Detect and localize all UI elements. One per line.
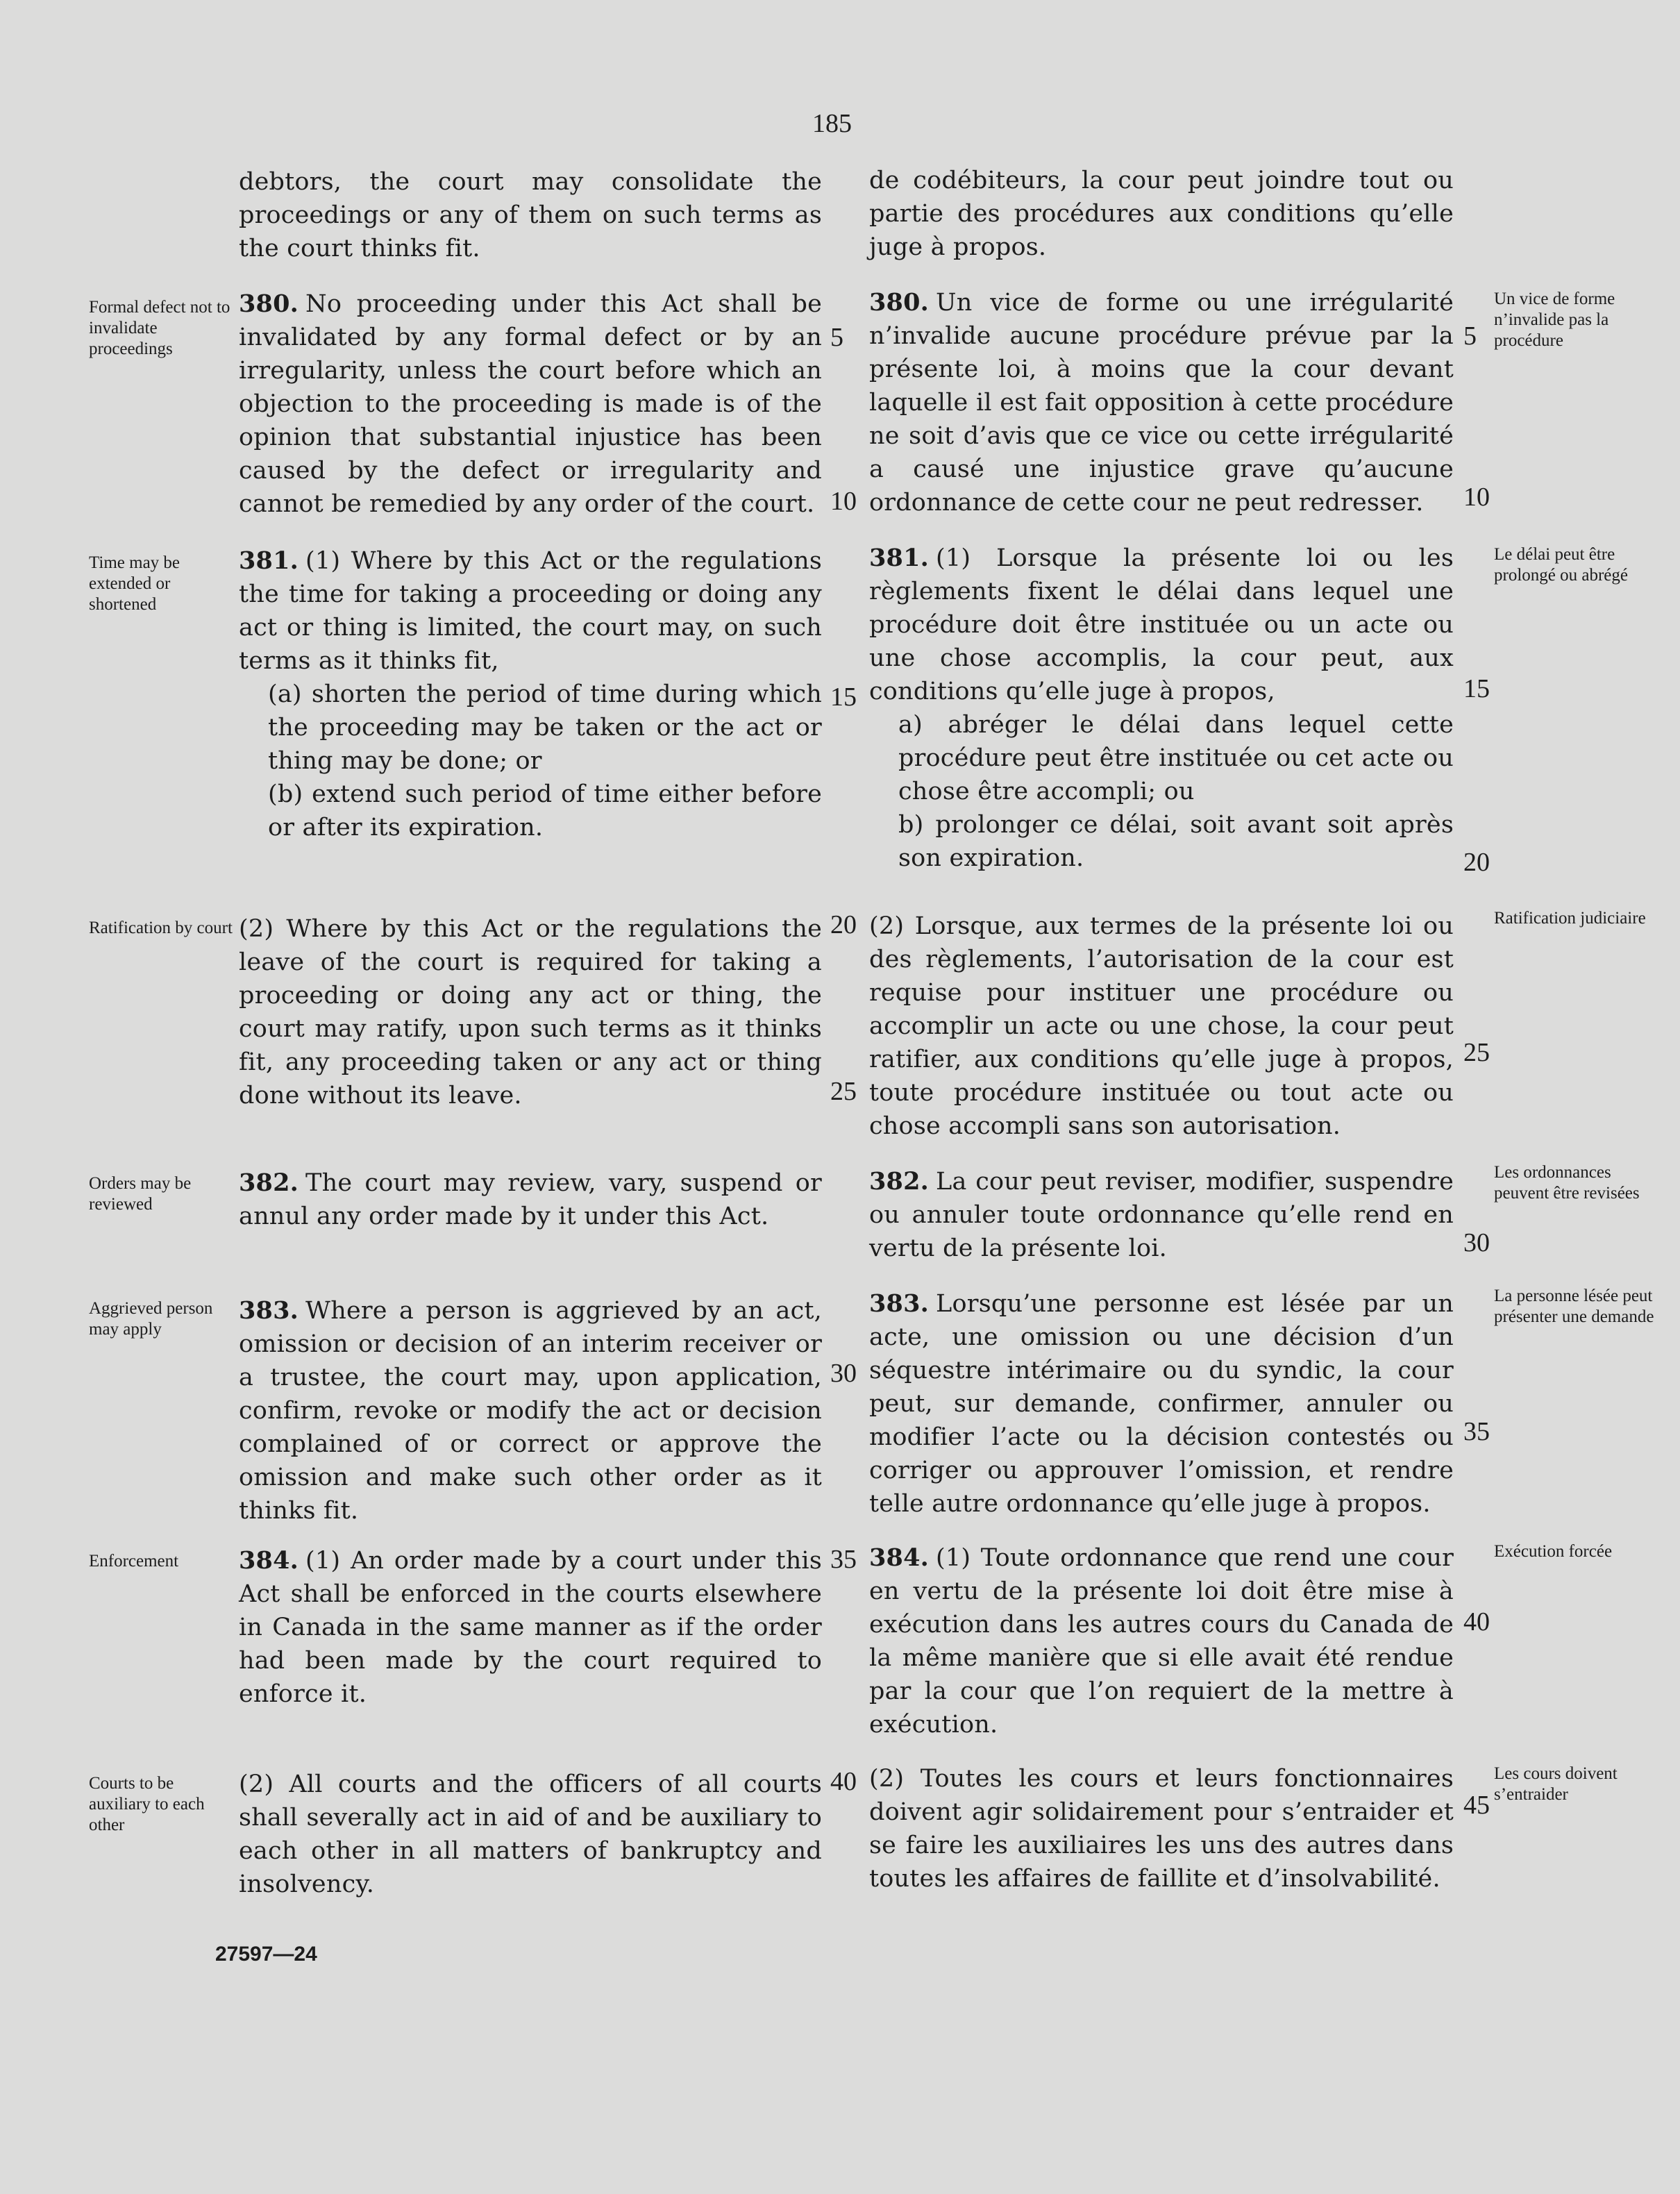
line-number: 40 (830, 1767, 857, 1796)
section-number: 384. (239, 1546, 299, 1575)
marginal-note-381-2-fr: Ratification judiciaire (1494, 909, 1646, 928)
marginal-note-380-fr: Un vice de forme n’invalide pas la procédure (1494, 290, 1615, 350)
section-text: The court may review, vary, suspend or annul any order made by it under this Act. (239, 1169, 822, 1230)
section-number: 383. (869, 1289, 930, 1318)
marginal-note-381-fr: Le délai peut être prolongé ou abrégé (1494, 545, 1628, 585)
subsection-text: (2) Toutes les cours et leurs fonctionnaires doivent agir solidairement pour s’entraider et se faire les auxiliaires les uns des autres dans toutes les affaires de faillite et d’insolvabilité. (869, 1765, 1454, 1893)
section-number: 381. (869, 544, 930, 572)
section-text: La cour peut reviser, modifier, suspendre ou annuler toute ordonnance qu’elle rend en vertu de la présente loi. (869, 1168, 1454, 1262)
english-column (239, 165, 822, 265)
section-380-fr (869, 286, 1454, 519)
line-number: 10 (830, 487, 857, 516)
line-number: 25 (1463, 1038, 1490, 1067)
line-number: 15 (1463, 674, 1490, 703)
section-382-en (239, 1166, 822, 1233)
section-text: Where a person is aggrieved by an act, omission or decision of an interim receiver or a trustee, the court may, upon application, confirm, revoke or modify the act or decision complained of or correct or approve the omission and make such other order as it thinks fit. (239, 1297, 822, 1525)
line-number: 30 (1463, 1228, 1490, 1257)
subsection-text: (2) Where by this Act or the regulations the leave of the court is required for taking a proceeding or doing any act or thing, the court may ratify, upon such terms as it thinks fit, any proceeding taken or any act or thing done without its leave. (239, 915, 822, 1109)
marginal-note-383-fr: La personne lésée peut présenter une demande (1494, 1287, 1654, 1326)
line-number: 15 (830, 683, 857, 712)
line-number: 30 (830, 1359, 857, 1388)
section-381-1-fr (869, 542, 1454, 875)
section-text: Lorsqu’une personne est lésée par un acte, une omission ou une décision d’un séquestre intérimaire ou du syndic, la cour peut, sur demande, confirmer, annuler ou modifier l’acte ou la décision contestés ou corriger ou approuver l’omission, et rendre telle autre ordonnance qu’elle juge à propos. (869, 1290, 1454, 1518)
marginal-note-384-fr: Exécution forcée (1494, 1542, 1613, 1561)
section-text: (1) Lorsque la présente loi ou les règlements fixent le délai dans lequel une procédure doit être instituée ou un acte ou une chose accomplis, la cour peut, aux conditions qu’elle juge à propos, (869, 544, 1454, 705)
section-384-2-en (239, 1768, 822, 1901)
section-number: 382. (239, 1169, 299, 1197)
line-number: 10 (1463, 483, 1490, 512)
section-381-2-fr (869, 910, 1454, 1143)
section-number: 380. (239, 290, 299, 318)
section-380-en (239, 287, 822, 521)
marginal-note-381-en: Time may be extended or shortened (89, 553, 180, 614)
continuation-paragraph-en: debtors, the court may consolidate the proceedings or any of them on such terms as the court thinks fit. (239, 168, 822, 262)
section-text: (1) Where by this Act or the regulations the time for taking a proceeding or doing any act or thing is limited, the court may, on such terms as it thinks fit, (239, 547, 822, 675)
section-text: Un vice de forme ou une irrégularité n’invalide aucune procédure prévue par la présente loi, à moins que la cour devant laquelle il est fait opposition à cette procédure ne soit d’avis que ce vice ou cette irrégularité a causé une injustice grave qu’aucune ordonnance de cette cour ne peut redresser. (869, 289, 1454, 517)
line-number: 20 (1463, 848, 1490, 877)
line-number: 5 (830, 323, 843, 352)
section-382-fr (869, 1165, 1454, 1265)
section-text: No proceeding under this Act shall be invalidated by any formal defect or by an irregularity, unless the court before which an objection to the proceeding is made is of the opinion that substantial injustice has been caused by the defect or irregularity and cannot be remedied by any order of the court. (239, 290, 822, 518)
paragraph-a-en: (a) shorten the period of time during which the proceeding may be taken or the act or thing may be done; or (268, 680, 822, 775)
line-number: 35 (1463, 1417, 1490, 1446)
section-text: (1) An order made by a court under this Act shall be enforced in the courts elsewhere in Canada in the same manner as if the order had been made by the court required to enforce it. (239, 1547, 822, 1708)
marginal-note-380-en: Formal defect not to invalidate proceedings (89, 298, 230, 358)
section-number: 384. (869, 1543, 930, 1572)
line-number: 35 (830, 1545, 857, 1574)
section-381-1-en (239, 544, 822, 844)
french-column (869, 164, 1454, 264)
line-number: 45 (1463, 1791, 1490, 1820)
section-text: (1) Toute ordonnance que rend une cour en vertu de la présente loi doit être mise à exécution dans les autres cours du Canada de la même manière que si elle avait été rendue par la cour que l’on requiert de la mettre à exécution. (869, 1544, 1454, 1739)
paragraph-a-fr: a) abréger le délai dans lequel cette procédure peut être instituée ou cet acte ou chose être accompli; ou (898, 711, 1454, 805)
footer-code: 27597—24 (215, 1943, 317, 1966)
line-number: 5 (1463, 321, 1477, 351)
marginal-note-384-en: Enforcement (89, 1552, 179, 1571)
section-number: 383. (239, 1296, 299, 1325)
section-number: 381. (239, 546, 299, 575)
section-384-1-en (239, 1544, 822, 1711)
continuation-paragraph-fr: de codébiteurs, la cour peut joindre tout ou partie des procédures aux conditions qu’elle juge à propos. (869, 167, 1454, 261)
line-number: 20 (830, 910, 857, 939)
section-384-1-fr (869, 1541, 1454, 1741)
marginal-note-383-en: Aggrieved person may apply (89, 1299, 213, 1339)
marginal-note-382-fr: Les ordonnances peuvent être revisées (1494, 1163, 1640, 1203)
paragraph-b-en: (b) extend such period of time either before or after its expiration. (268, 780, 822, 841)
line-number: 25 (830, 1077, 857, 1106)
section-number: 380. (869, 288, 930, 317)
section-383-fr (869, 1287, 1454, 1521)
line-number: 40 (1463, 1607, 1490, 1636)
paragraph-b-fr: b) prolonger ce délai, soit avant soit après son expiration. (898, 811, 1454, 872)
marginal-note-382-en: Orders may be reviewed (89, 1174, 192, 1214)
subsection-text: (2) Lorsque, aux termes de la présente loi ou des règlements, l’autorisation de la cour est requise pour instituer une procédure ou accomplir un acte ou une chose, la cour peut ratifier, aux conditions qu’elle juge à propos, toute procédure instituée ou tout acte ou chose accompli sans son autorisation. (869, 912, 1454, 1140)
section-383-en (239, 1294, 822, 1527)
section-381-2-en (239, 912, 822, 1112)
subsection-text: (2) All courts and the officers of all courts shall severally act in aid of and be auxiliary to each other in all matters of bankruptcy and insolvency. (239, 1770, 822, 1898)
section-number: 382. (869, 1167, 930, 1196)
page-number: 185 (812, 109, 852, 138)
marginal-note-384-2-fr: Les cours doivent s’entraider (1494, 1764, 1618, 1804)
marginal-note-381-2-en: Ratification by court (89, 919, 233, 937)
marginal-note-384-2-en: Courts to be auxiliary to each other (89, 1774, 205, 1834)
section-384-2-fr (869, 1762, 1454, 1895)
